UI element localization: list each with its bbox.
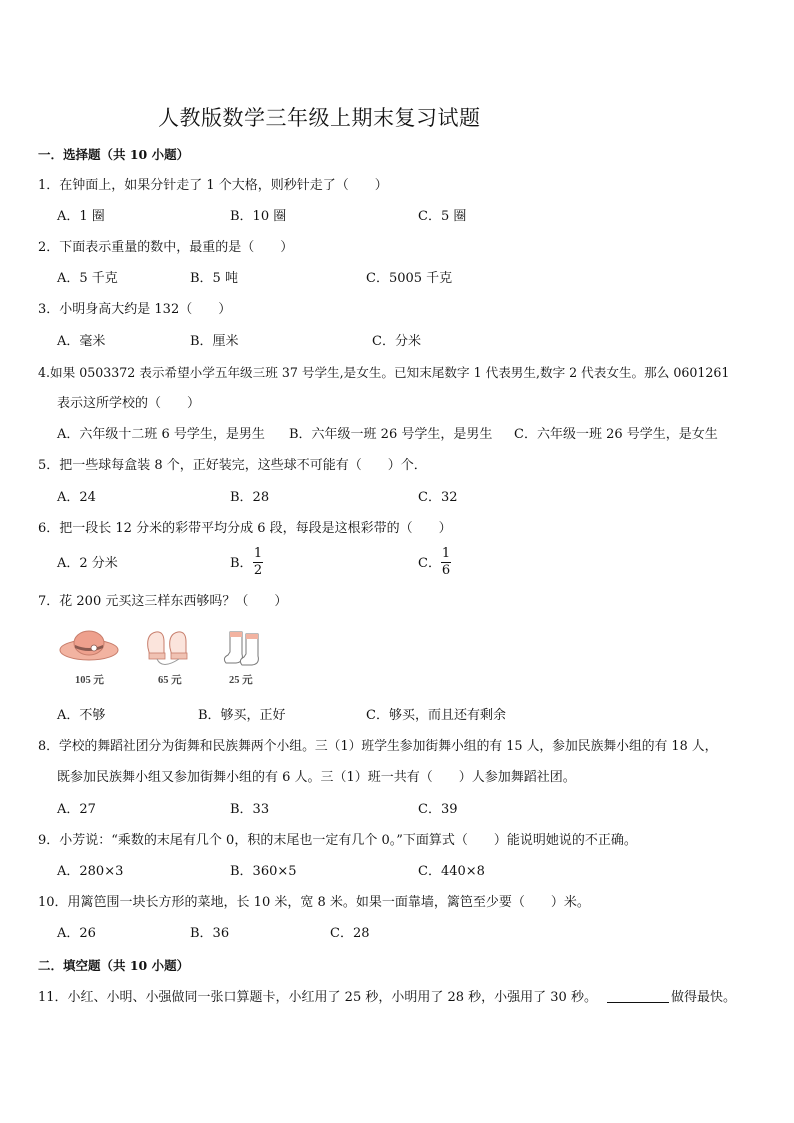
section-heading-fill: 二．填空题（共 10 小题） bbox=[38, 958, 190, 973]
question-6-option-a[interactable]: A．2 分米 bbox=[57, 556, 118, 571]
fraction-numerator: 1 bbox=[253, 546, 263, 561]
question-7-stem: 7．花 200 元买这三样东西够吗？（ ） bbox=[38, 594, 288, 609]
question-5-option-a[interactable]: A．24 bbox=[57, 490, 96, 505]
question-1-option-b[interactable]: B．10 圈 bbox=[230, 209, 287, 224]
question-10-option-c[interactable]: C．28 bbox=[330, 926, 370, 941]
hat-price: 105 元 bbox=[75, 675, 104, 686]
question-7-option-b[interactable]: B．够买，正好 bbox=[198, 708, 286, 723]
question-1-option-a[interactable]: A．1 圈 bbox=[57, 209, 105, 224]
question-11-stem: 11．小红、小明、小强做同一张口算题卡，小红用了 25 秒，小明用了 28 秒，小强用了 30 秒。 bbox=[38, 990, 597, 1005]
question-9-option-c[interactable]: C．440×8 bbox=[418, 864, 485, 879]
question-4-option-c[interactable]: C．六年级一班 26 号学生，是女生 bbox=[514, 427, 718, 442]
question-3-option-a[interactable]: A．毫米 bbox=[57, 334, 106, 349]
socks-icon bbox=[222, 626, 270, 676]
question-4-option-b[interactable]: B．六年级一班 26 号学生，是男生 bbox=[289, 427, 493, 442]
question-4-option-a[interactable]: A．六年级十二班 6 号学生，是男生 bbox=[57, 427, 265, 442]
question-8-option-b[interactable]: B．33 bbox=[230, 802, 270, 817]
question-8-option-c[interactable]: C．39 bbox=[418, 802, 458, 817]
question-2-stem: 2．下面表示重量的数中，最重的是（ ） bbox=[38, 240, 294, 255]
question-8-stem-line1: 8．学校的舞蹈社团分为街舞和民族舞两个小组。三（1）班学生参加街舞小组的有 15 人，参加民族舞小组的有 18 人， bbox=[38, 739, 718, 754]
fraction-denominator: 2 bbox=[253, 563, 263, 578]
question-10-option-b[interactable]: B．36 bbox=[190, 926, 230, 941]
question-7-option-c[interactable]: C．够买，而且还有剩余 bbox=[366, 708, 506, 723]
question-3-option-b[interactable]: B．厘米 bbox=[190, 334, 239, 349]
hat-icon bbox=[58, 626, 120, 676]
question-11 bbox=[38, 988, 736, 1007]
question-2-option-c[interactable]: C．5005 千克 bbox=[366, 271, 453, 286]
mittens-price: 65 元 bbox=[158, 675, 182, 686]
question-9-stem: 9．小芳说：“乘数的末尾有几个 0，积的末尾也一定有几个 0。”下面算式（ ）能说明她说的不正确。 bbox=[38, 833, 637, 848]
question-4-stem-line1: 4.如果 0503372 表示希望小学五年级三班 37 号学生,是女生。已知末尾数字 1 代表男生,数字 2 代表女生。那么 0601261 bbox=[38, 365, 730, 380]
question-10-option-a[interactable]: A．26 bbox=[57, 926, 96, 941]
question-4-stem-line2: 表示这所学校的（ ） bbox=[57, 396, 201, 411]
question-5-stem: 5．把一些球每盒装 8 个，正好装完，这些球不可能有（ ）个． bbox=[38, 458, 427, 473]
page-title: 人教版数学三年级上期末复习试题 bbox=[158, 106, 481, 130]
fraction-numerator: 1 bbox=[441, 546, 451, 561]
question-9-option-b[interactable]: B．360×5 bbox=[230, 864, 297, 879]
fraction-denominator: 6 bbox=[441, 563, 451, 578]
question-6-stem: 6．把一段长 12 分米的彩带平均分成 6 段，每段是这根彩带的（ ） bbox=[38, 521, 452, 536]
answer-blank[interactable] bbox=[607, 988, 669, 1003]
question-3-option-c[interactable]: C．分米 bbox=[372, 334, 421, 349]
question-1-option-c[interactable]: C．5 圈 bbox=[418, 209, 467, 224]
mittens-icon bbox=[142, 626, 194, 676]
question-3-stem: 3．小明身高大约是 132（ ） bbox=[38, 302, 232, 317]
question-6-option-b-fraction[interactable] bbox=[253, 547, 263, 578]
question-2-option-b[interactable]: B．5 吨 bbox=[190, 271, 238, 286]
question-5-option-c[interactable]: C．32 bbox=[418, 490, 458, 505]
question-6-option-b-label[interactable]: B． bbox=[230, 556, 253, 571]
question-1-stem: 1．在钟面上，如果分针走了 1 个大格，则秒针走了（ ） bbox=[38, 178, 388, 193]
question-6-option-c-fraction[interactable] bbox=[441, 547, 451, 578]
question-11-tail: 做得最快。 bbox=[670, 990, 736, 1005]
question-8-option-a[interactable]: A．27 bbox=[57, 802, 96, 817]
section-heading-choice: 一．选择题（共 10 小题） bbox=[38, 147, 190, 162]
socks-price: 25 元 bbox=[229, 675, 253, 686]
question-2-option-a[interactable]: A．5 千克 bbox=[57, 271, 118, 286]
question-9-option-a[interactable]: A．280×3 bbox=[57, 864, 124, 879]
question-10-stem: 10．用篱笆围一块长方形的菜地，长 10 米，宽 8 米。如果一面靠墙，篱笆至少要（ ）米。 bbox=[38, 895, 590, 910]
question-5-option-b[interactable]: B．28 bbox=[230, 490, 270, 505]
question-8-stem-line2: 既参加民族舞小组又参加街舞小组的有 6 人。三（1）班一共有（ ）人参加舞蹈社团。 bbox=[57, 770, 576, 785]
question-6-option-c-label[interactable]: C． bbox=[418, 556, 441, 571]
question-7-option-a[interactable]: A．不够 bbox=[57, 708, 106, 723]
